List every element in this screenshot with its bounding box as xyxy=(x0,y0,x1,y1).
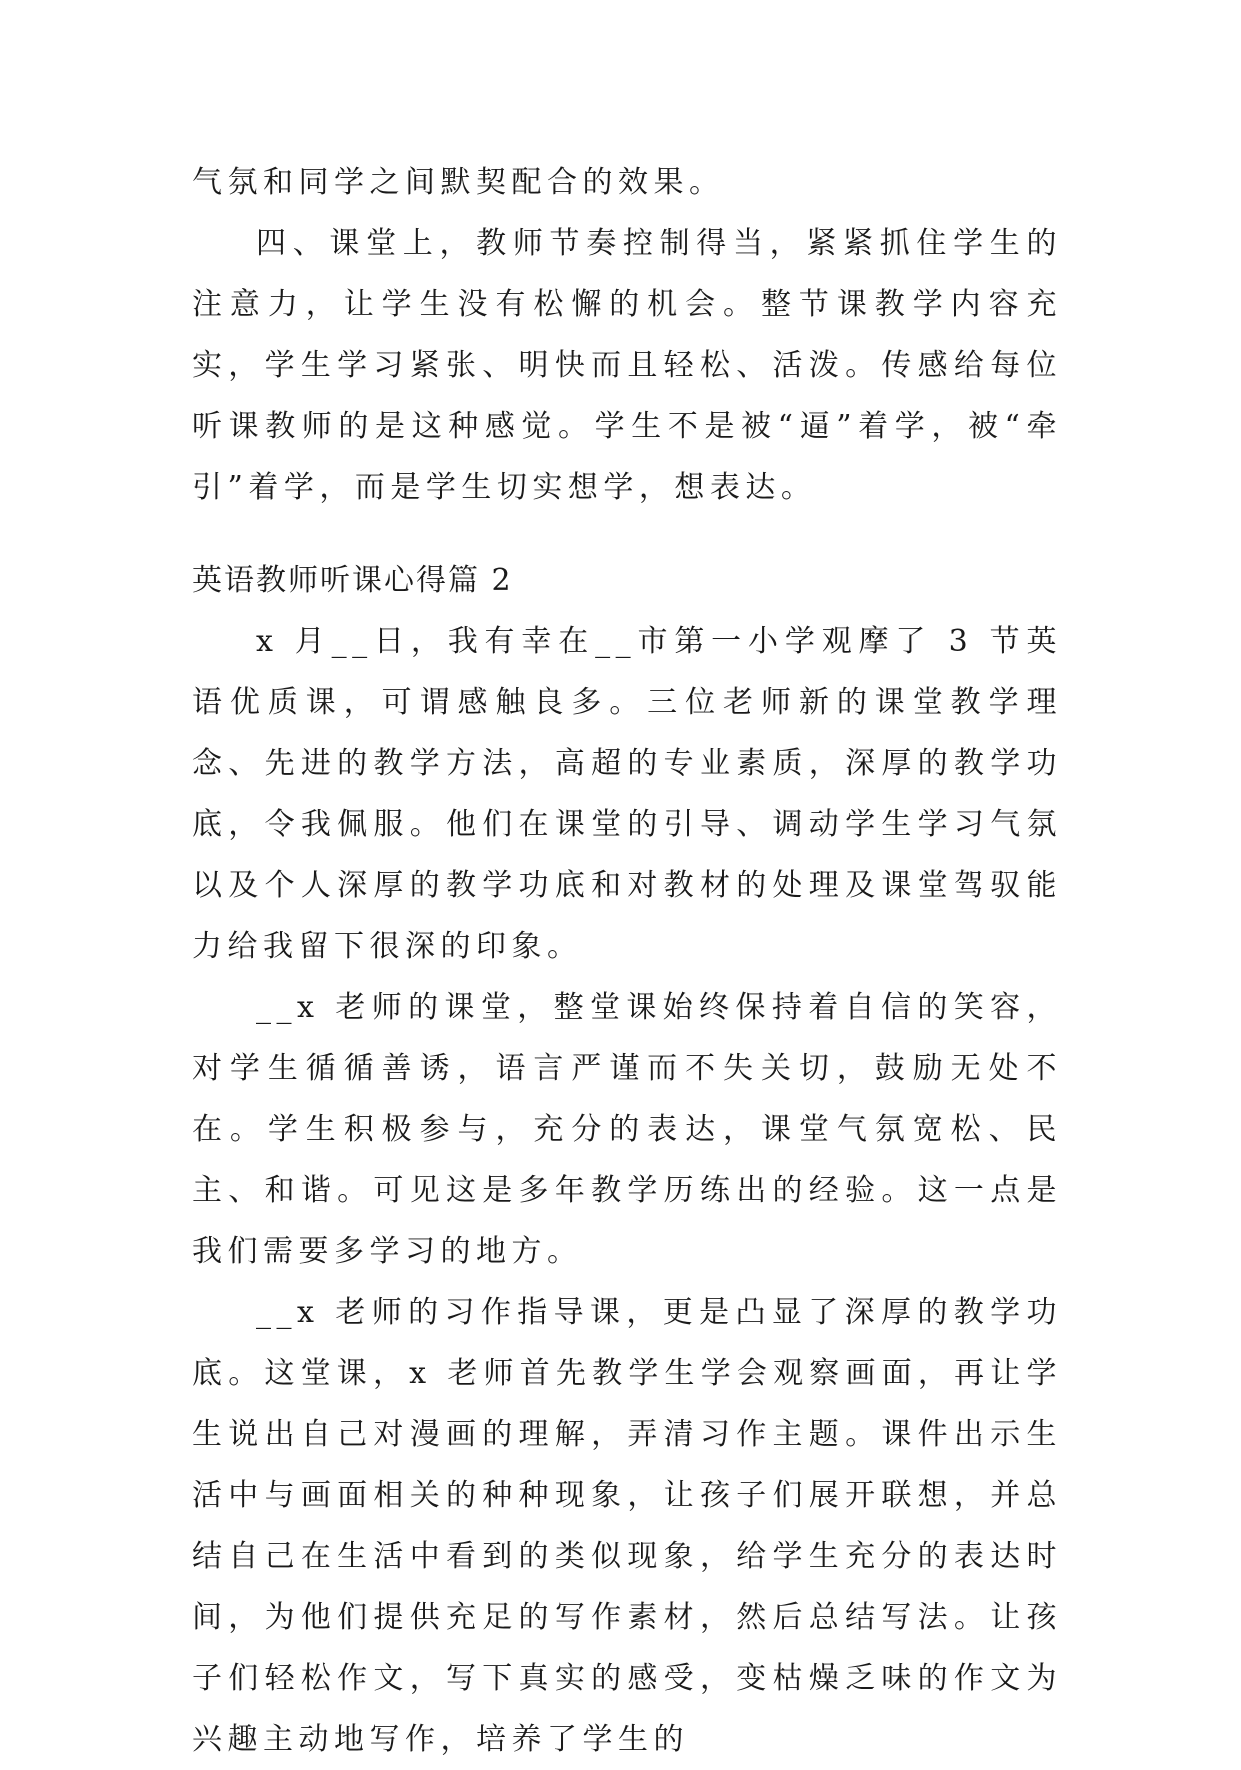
section-two xyxy=(192,550,1062,1770)
paragraph-teacher-two: __x 老师的习作指导课，更是凸显了深厚的教学功底。这堂课，x 老师首先教学生学会观察画面，再让学生说出自己对漫画的理解，弄清习作主题。课件出示生活中与画面相关的种种现象，让孩子们展开联想，并总结自己在生活中看到的类似现象，给学生充分的表达时间，为他们提供充足的写作素材，然后总结写法。让孩子们轻松作文，写下真实的感受，变枯燥乏味的作文为兴趣主动地写作，培养了学生的 xyxy=(192,1295,1062,1757)
top-text-block xyxy=(192,152,1062,518)
paragraph-intro: x 月__日，我有幸在__市第一小学观摩了 3 节英语优质课，可谓感触良多。三位老师新的课堂教学理念、先进的教学方法，高超的专业素质，深厚的教学功底，令我佩服。他们在课堂的引导、调动学生学习气氛以及个人深厚的教学功底和对教材的处理及课堂驾驭能力给我留下很深的印象。 xyxy=(192,624,1062,964)
paragraph-four: 四、课堂上，教师节奏控制得当，紧紧抓住学生的注意力，让学生没有松懈的机会。整节课教学内容充实，学生学习紧张、明快而且轻松、活泼。传感给每位听课教师的是这种感觉。学生不是被“逼”着学，被“牵引”着学，而是学生切实想学，想表达。 xyxy=(192,226,1062,505)
paragraph-teacher-one: __x 老师的课堂，整堂课始终保持着自信的笑容，对学生循循善诱，语言严谨而不失关切，鼓励无处不在。学生积极参与，充分的表达，课堂气氛宽松、民主、和谐。可见这是多年教学历练出的经验。这一点是我们需要多学习的地方。 xyxy=(192,990,1062,1269)
paragraph-continuation: 气氛和同学之间默契配合的效果。 xyxy=(192,165,725,200)
section-title: 英语教师听课心得篇 2 xyxy=(192,563,513,598)
